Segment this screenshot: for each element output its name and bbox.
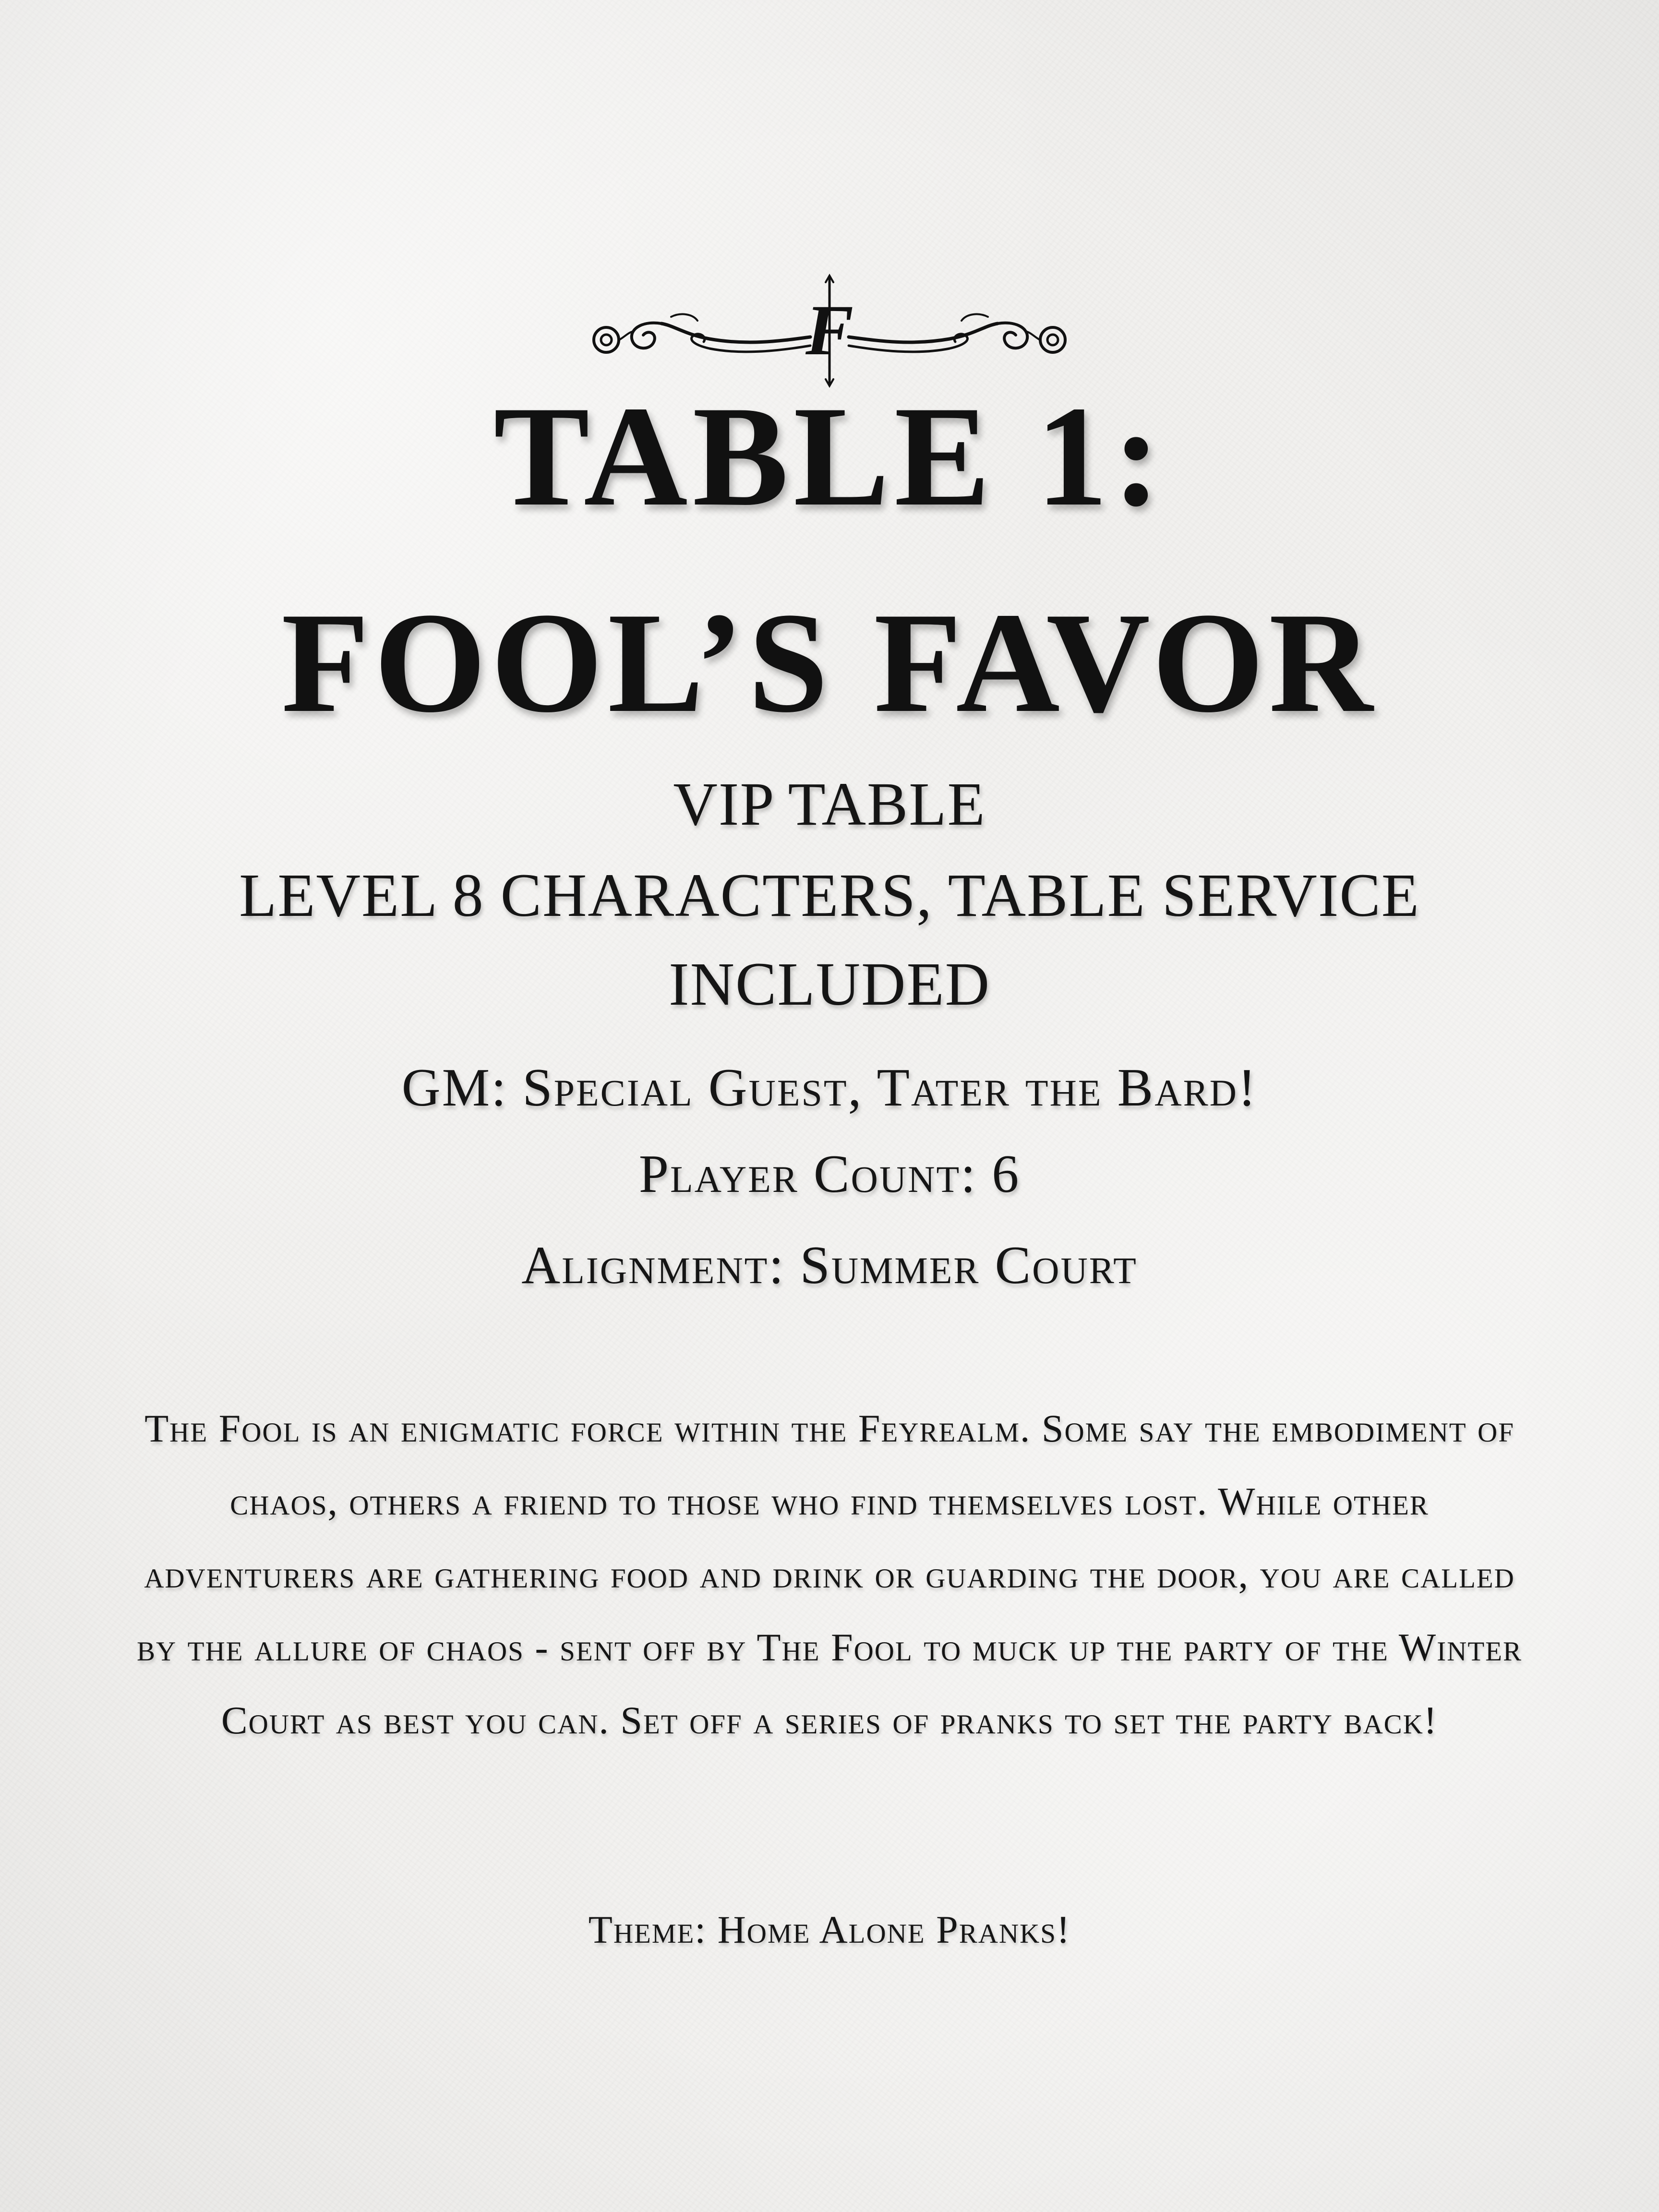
page-title-line-2: FOOL’S FAVOR xyxy=(281,583,1378,742)
page-title-line-1: TABLE 1: xyxy=(493,376,1166,536)
alignment-line: Alignment: Summer Court xyxy=(521,1236,1138,1295)
description-paragraph: The Fool is an enigmatic force within the Feyrealm. Some say the embodiment of chaos, others a friend to those who find themselves lost. While other adventurers are gathering food and drink or guarding the door, you are called by the allure of chaos - sent off by The Fool to muck up the party of the Winter Court as best you can. Set off a series of pranks to set the party back! xyxy=(137,1407,1522,1742)
gm-line: GM: Special Guest, Tater the Bard! xyxy=(401,1058,1258,1118)
theme-line: Theme: Home Alone Pranks! xyxy=(588,1908,1071,1951)
subtitle-included: INCLUDED xyxy=(668,950,991,1018)
player-count-line: Player Count: 6 xyxy=(638,1144,1021,1204)
ornament-monogram: F xyxy=(805,290,854,370)
ornament-flourish-icon xyxy=(589,274,1070,389)
subtitle-level: LEVEL 8 CHARACTERS, TABLE SERVICE xyxy=(239,861,1420,929)
subtitle-vip: VIP TABLE xyxy=(673,770,986,838)
